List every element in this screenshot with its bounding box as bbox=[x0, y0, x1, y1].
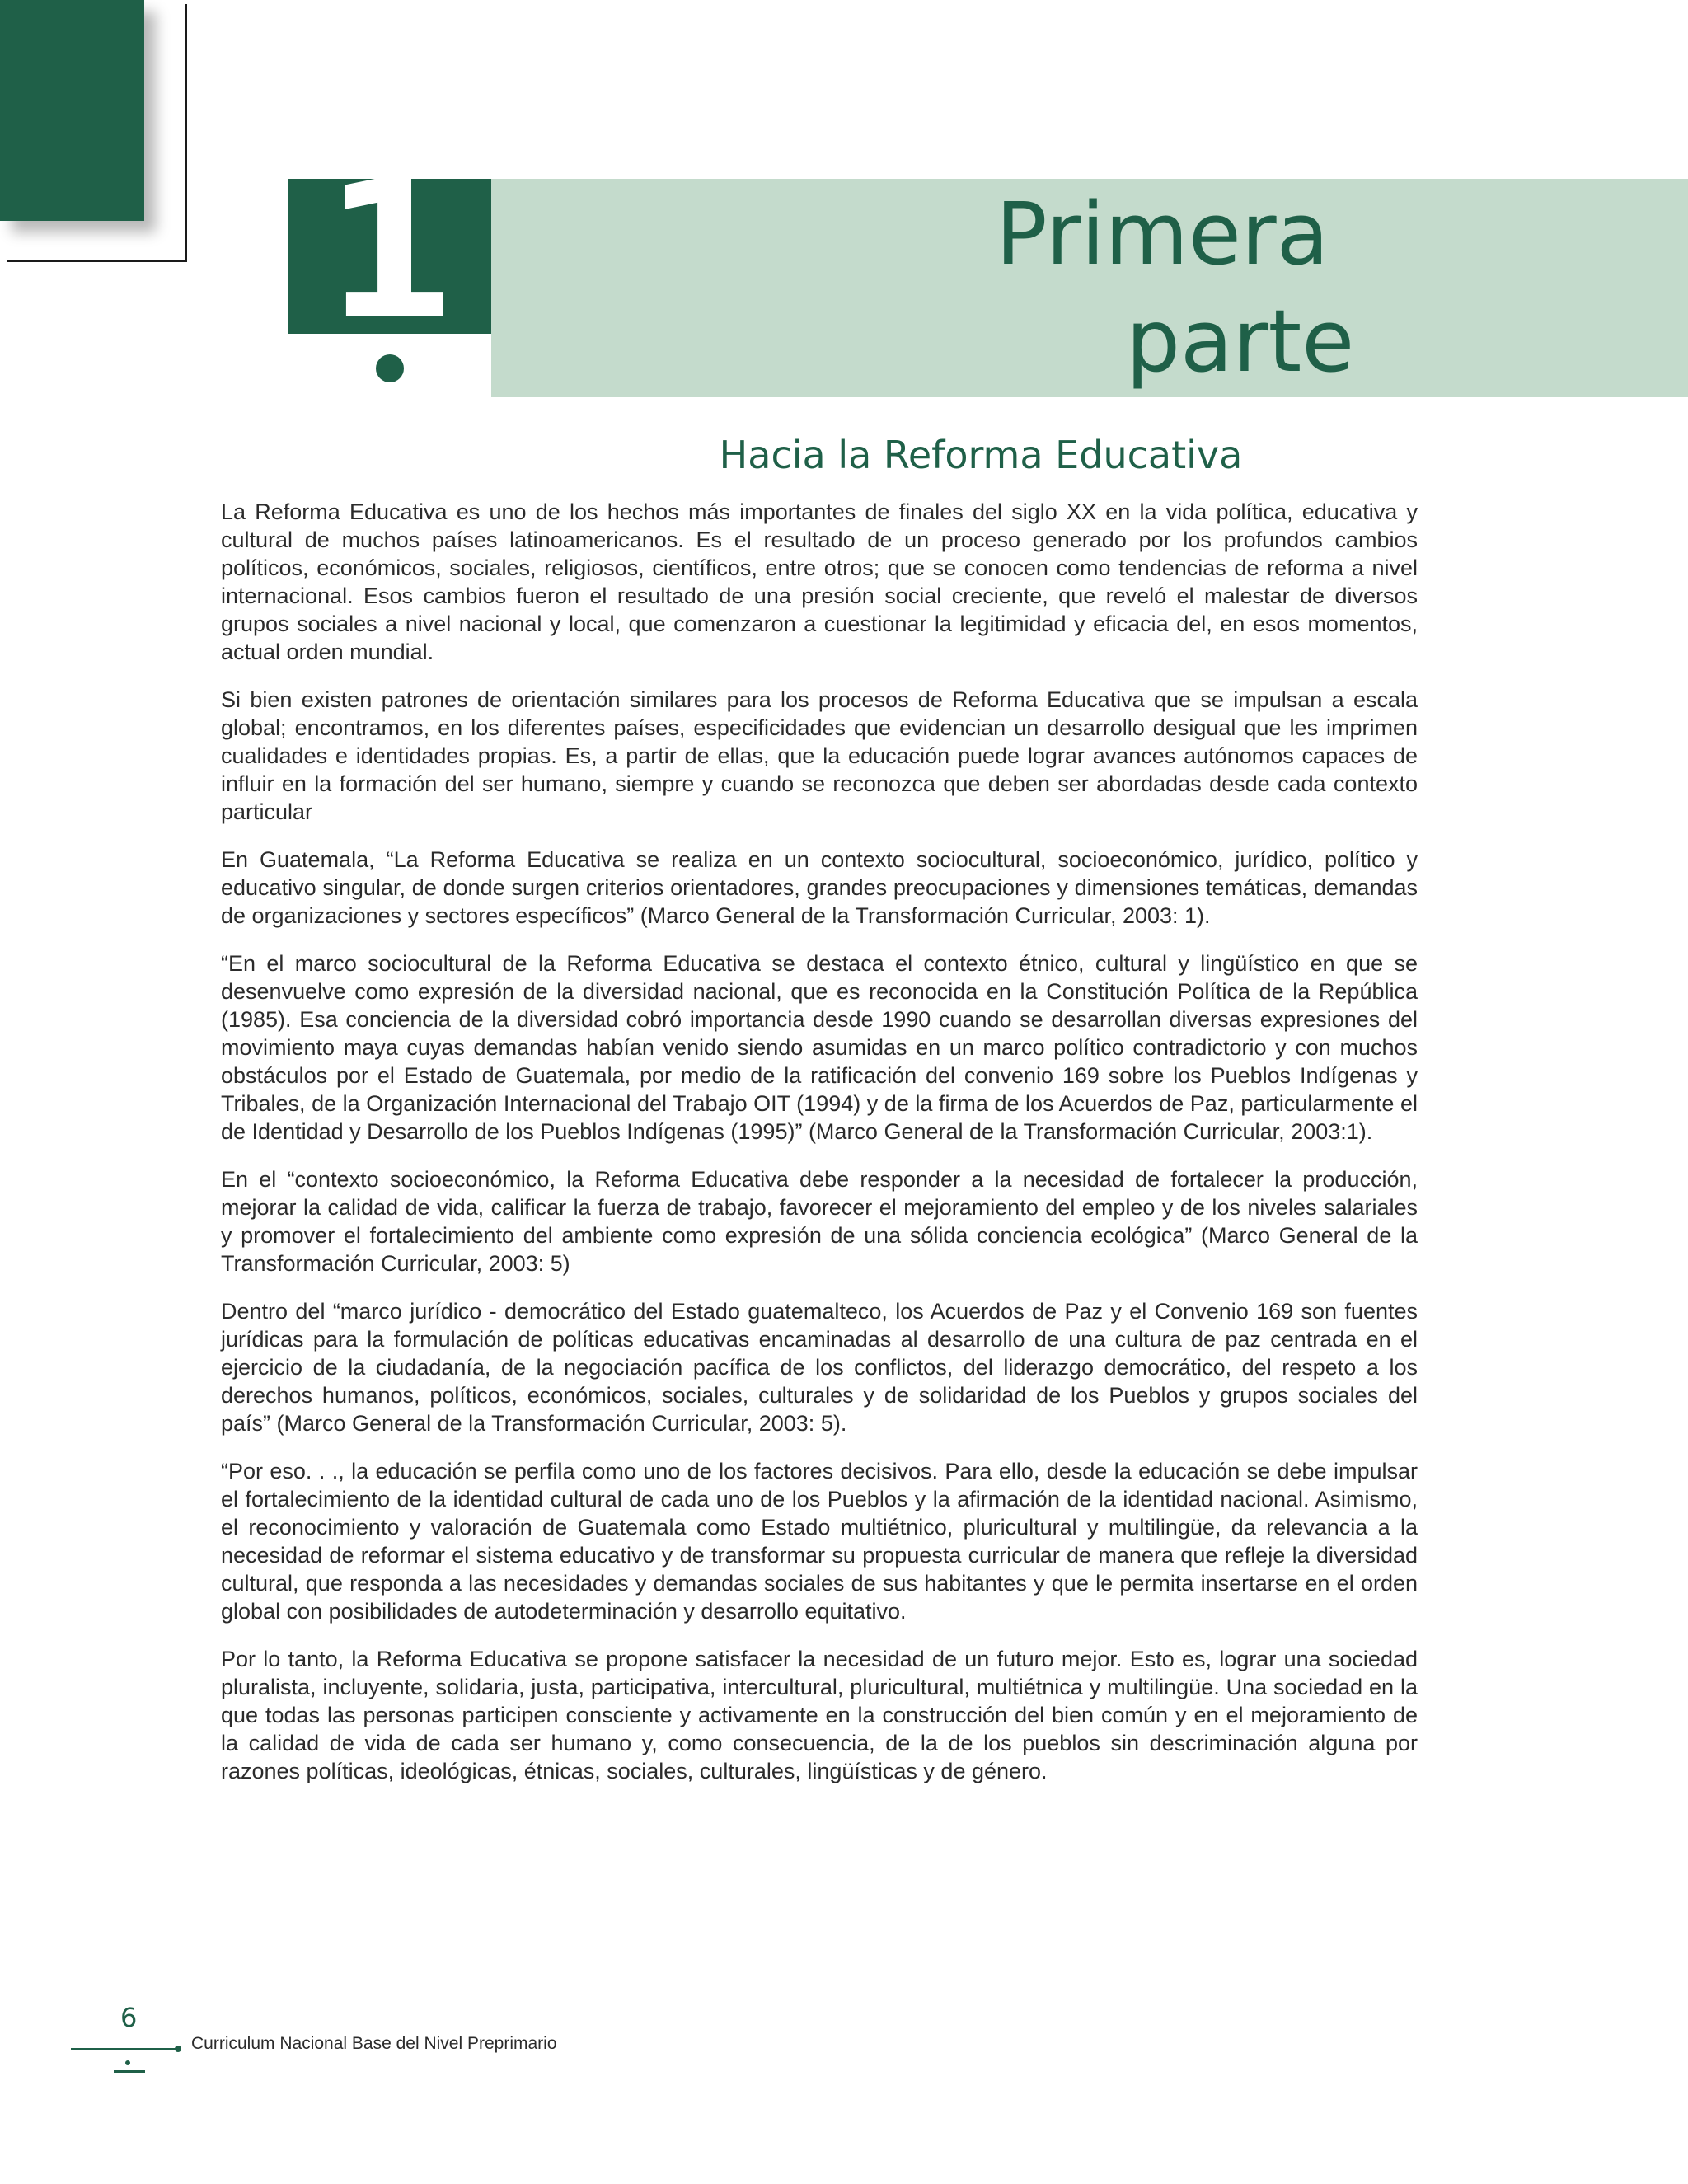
footer-rule-dot bbox=[175, 2046, 181, 2052]
corner-decoration-block bbox=[0, 0, 144, 221]
corner-frame-line-vertical bbox=[185, 4, 187, 262]
chapter-number: 1 bbox=[323, 179, 457, 334]
paragraph: La Reforma Educativa es uno de los hechos más importantes de finales del siglo XX en la vida política, educativa y cultural de muchos países latinoamericanos. Es el resultado de un proceso generado por los profundos cambios políticos, económicos, sociales, religiosos, científicos, entre otros; que se conocen como tendencias de reforma a nivel internacional. Esos cambios fueron el resultado de una presión social creciente, que reveló el malestar de diversos grupos sociales a nivel nacional y local, que comenzaron a cuestionar la legitimidad y eficacia del, en esos momentos, actual orden mundial. bbox=[221, 499, 1418, 664]
chapter-title-line-1: Primera bbox=[996, 184, 1329, 284]
section-heading: Hacia la Reforma Educativa bbox=[719, 433, 1243, 477]
chapter-number-box bbox=[288, 179, 491, 334]
body-text bbox=[221, 498, 1418, 1805]
footer-small-dot bbox=[125, 2060, 130, 2065]
page-number: 6 bbox=[120, 2002, 138, 2033]
chapter-title-line-2: parte bbox=[1126, 291, 1355, 391]
footer-rule bbox=[71, 2048, 178, 2050]
paragraph: Dentro del “marco jurídico - democrático del Estado guatemalteco, los Acuerdos de Paz y el Convenio 169 son fuentes jurídicas para la formulación de políticas educativas encaminadas al desarrollo de una cultura de paz centrada en el ejercicio de la ciudadanía, de la negociación pacífica de los conflictos, del liderazgo democrático, del respeto a los derechos humanos, políticos, económicos, sociales, culturales y de solidaridad de los Pueblos y grupos sociales del país” (Marco General de la Transformación Curricular, 2003: 5). bbox=[221, 1299, 1418, 1436]
paragraph: “En el marco sociocultural de la Reforma Educativa se destaca el contexto étnico, cultural y lingüístico en que se desenvuelve como expresión de la diversidad nacional, que es reconocida en la Constitución Política de la República (1985). Esa conciencia de la diversidad cobró importancia desde 1990 cuando se desarrollan diversas expresiones del movimiento maya cuyas demandas habían venido siendo asumidas en un marco político contradictorio y con muchos obstáculos por el Estado de Guatemala, por medio de la ratificación del convenio 169 sobre los Pueblos Indígenas y Tribales, de la Organización Internacional del Trabajo OIT (1994) y de la firma de los Acuerdos de Paz, particularmente el de Identidad y Desarrollo de los Pueblos Indígenas (1995)” (Marco General de la Transformación Curricular, 2003:1). bbox=[221, 951, 1418, 1144]
paragraph: En Guatemala, “La Reforma Educativa se realiza en un contexto sociocultural, socioeconómico, jurídico, político y educativo singular, de donde surgen criterios orientadores, grandes preocupaciones y dimensiones temáticas, demandas de organizaciones y sectores específicos” (Marco General de la Transformación Curricular, 2003: 1). bbox=[221, 847, 1418, 928]
paragraph: “Por eso. . ., la educación se perfila como uno de los factores decisivos. Para ello, desde la educación se debe impulsar el fortalecimiento de la identidad cultural de cada uno de los Pueblos y la afirmación de la identidad nacional. Asimismo, el reconocimiento y valoración de Guatemala como Estado multiétnico, pluricultural y multilingüe, da relevancia a la necesidad de reformar el sistema educativo y de transformar su propuesta curricular de manera que refleje la diversidad cultural, que responda a las necesidades y demandas sociales de sus habitantes y que le permita insertarse en el orden global con posibilidades de autodeterminación y desarrollo equitativo. bbox=[221, 1459, 1418, 1624]
paragraph: Si bien existen patrones de orientación similares para los procesos de Reforma Educativa que se impulsan a escala global; encontramos, en los diferentes países, especificidades que evidencian un desarrollo desigual que les imprimen cualidades e identidades propias. Es, a partir de ellas, que la educación puede lograr avances autónomos capaces de influir en la formación del ser humano, siempre y cuando se reconozca que deben ser abordadas desde cada contexto particular bbox=[221, 687, 1418, 824]
corner-frame-line-horizontal bbox=[7, 260, 187, 262]
paragraph: Por lo tanto, la Reforma Educativa se propone satisfacer la necesidad de un futuro mejor. Esto es, lograr una sociedad pluralista, incluyente, solidaria, justa, participativa, intercultural, pluricultural, multiétnica y multilingüe. Una sociedad en la que todas las personas participen consciente y activamente en la construcción del bien común y en el mejoramiento de la calidad de vida de cada ser humano y, como consecuencia, de la de los pueblos sin descriminación alguna por razones políticas, ideológicas, étnicas, sociales, culturales, lingüísticas y de género. bbox=[221, 1647, 1418, 1783]
chapter-dot bbox=[376, 354, 404, 382]
footer-bottom-rule bbox=[114, 2070, 145, 2073]
paragraph: En el “contexto socioeconómico, la Reforma Educativa debe responder a la necesidad de fortalecer la producción, mejorar la calidad de vida, calificar la fuerza de trabajo, favorecer el mejoramiento del empleo y de los niveles salariales y promover el fortalecimiento del ambiente como expresión de una sólida conciencia ecológica” (Marco General de la Transformación Curricular, 2003: 5) bbox=[221, 1167, 1418, 1276]
footer-running-title: Curriculum Nacional Base del Nivel Preprimario bbox=[191, 2034, 557, 2053]
